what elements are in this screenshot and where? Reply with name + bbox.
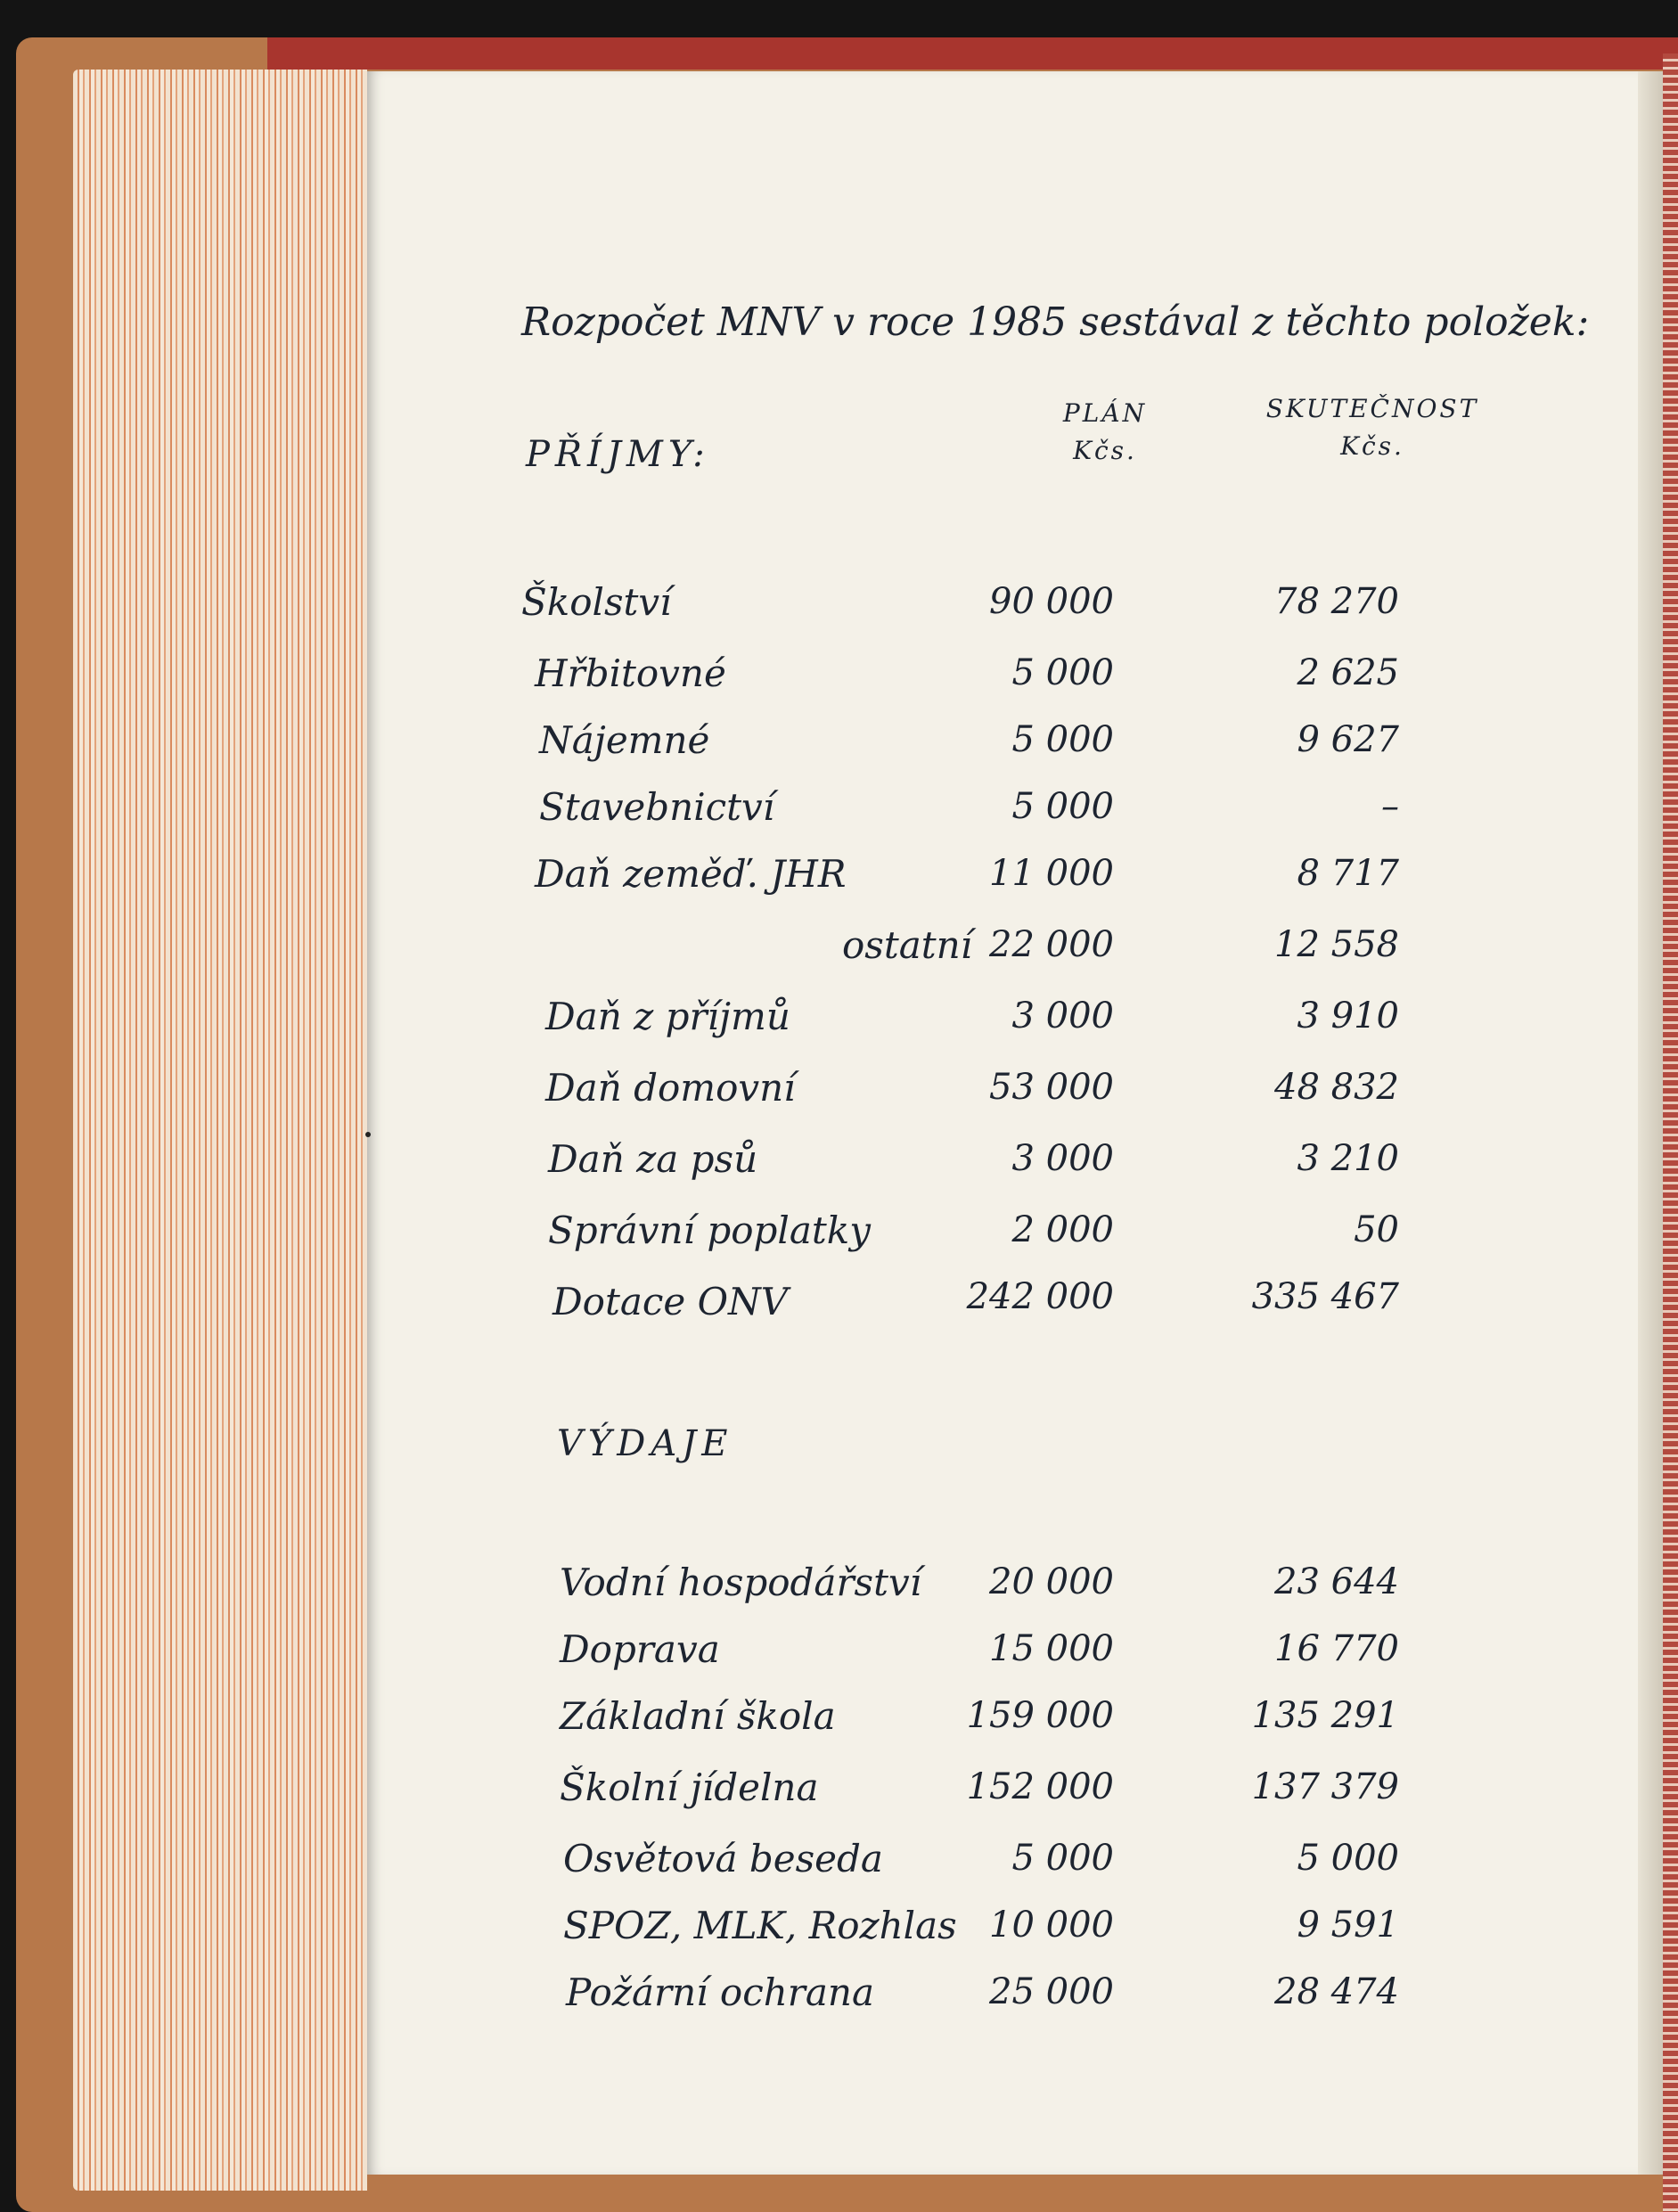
- income-row-actual: 78 270: [1274, 581, 1399, 622]
- column-header-actual: [1256, 394, 1488, 461]
- expense-row-plan: 20 000: [989, 1561, 1114, 1602]
- expense-row-plan: 10 000: [989, 1905, 1114, 1946]
- income-row-plan: 11 000: [989, 853, 1114, 894]
- expense-row-actual: 135 291: [1251, 1695, 1399, 1736]
- income-row-label: Daň domovní: [545, 1066, 796, 1110]
- income-row-plan: 22 000: [989, 924, 1114, 965]
- expense-row-plan: 5 000: [1011, 1838, 1114, 1879]
- expense-row-label: Požární ochrana: [566, 1970, 874, 2014]
- income-row-plan: 5 000: [1011, 652, 1114, 693]
- expense-row-label: Základní škola: [560, 1694, 836, 1738]
- income-row-plan: 3 000: [1011, 1138, 1114, 1179]
- income-row-label: Daň z příjmů: [545, 995, 790, 1038]
- income-row-label: Dotace ONV: [553, 1280, 789, 1323]
- income-row-actual: 50: [1354, 1209, 1399, 1250]
- expenses-section-title: VÝDAJE: [557, 1423, 733, 1464]
- column-header-actual-line1: SKUTEČNOST: [1265, 394, 1479, 423]
- column-header-plan: [989, 398, 1221, 465]
- expense-row-label: Vodní hospodářství: [560, 1561, 922, 1604]
- income-row-actual: 12 558: [1274, 924, 1399, 965]
- page-heading: Rozpočet MNV v roce 1985 sestával z těchto položek:: [521, 299, 1590, 345]
- income-row-label: Hřbitovné: [535, 651, 726, 695]
- expense-row-actual: 16 770: [1274, 1628, 1399, 1669]
- expense-row-actual: 23 644: [1274, 1561, 1399, 1602]
- column-header-plan-line1: PLÁN: [1062, 398, 1148, 428]
- cover-right-edge: [1663, 53, 1678, 2212]
- income-row-plan: 3 000: [1011, 995, 1114, 1036]
- income-row-actual: 335 467: [1251, 1276, 1399, 1317]
- expense-row-label: Školní jídelna: [560, 1766, 819, 1809]
- column-header-plan-line2: Kčs.: [1073, 436, 1137, 465]
- income-row-actual: 48 832: [1274, 1067, 1399, 1108]
- expense-row-plan: 159 000: [966, 1695, 1114, 1736]
- income-row-plan: 5 000: [1011, 786, 1114, 827]
- cover-top-band: [267, 37, 1678, 70]
- income-row-label: Nájemné: [539, 718, 710, 762]
- income-row-label: Správní poplatky: [548, 1208, 871, 1252]
- income-row-actual: 3 210: [1297, 1138, 1399, 1179]
- column-header-actual-line2: Kčs.: [1340, 431, 1404, 461]
- income-row-label: ostatní: [842, 923, 973, 967]
- income-row-plan: 53 000: [989, 1067, 1114, 1108]
- income-row-actual: –: [1381, 786, 1399, 827]
- income-row-plan: 90 000: [989, 581, 1114, 622]
- expense-row-actual: 28 474: [1274, 1971, 1399, 2012]
- expense-row-plan: 25 000: [989, 1971, 1114, 2012]
- expense-row-actual: 137 379: [1251, 1766, 1399, 1807]
- page-gutter: [1638, 71, 1663, 2175]
- income-row-plan: 2 000: [1011, 1209, 1114, 1250]
- income-row-actual: 3 910: [1297, 995, 1399, 1036]
- income-row-label: Daň za psů: [548, 1137, 758, 1181]
- expense-row-label: Osvětová beseda: [563, 1837, 883, 1880]
- ink-dot: [365, 1132, 371, 1137]
- page-stack-edge: [73, 70, 367, 2191]
- expense-row-label: Doprava: [560, 1627, 720, 1671]
- income-row-plan: 5 000: [1011, 719, 1114, 760]
- income-section-title: PŘÍJMY:: [526, 434, 710, 475]
- income-row-actual: 9 627: [1297, 719, 1399, 760]
- income-row-actual: 2 625: [1297, 652, 1399, 693]
- income-row-label: Daň zeměď. JHR: [535, 852, 847, 896]
- expense-row-actual: 5 000: [1297, 1838, 1399, 1879]
- income-row-actual: 8 717: [1297, 853, 1399, 894]
- income-row-label: Stavebnictví: [539, 785, 775, 829]
- expense-row-plan: 152 000: [966, 1766, 1114, 1807]
- expense-row-plan: 15 000: [989, 1628, 1114, 1669]
- income-row-plan: 242 000: [966, 1276, 1114, 1317]
- income-row-label: Školství: [521, 580, 672, 624]
- expense-row-label: SPOZ, MLK, Rozhlas: [563, 1904, 957, 1947]
- expense-row-actual: 9 591: [1297, 1905, 1399, 1946]
